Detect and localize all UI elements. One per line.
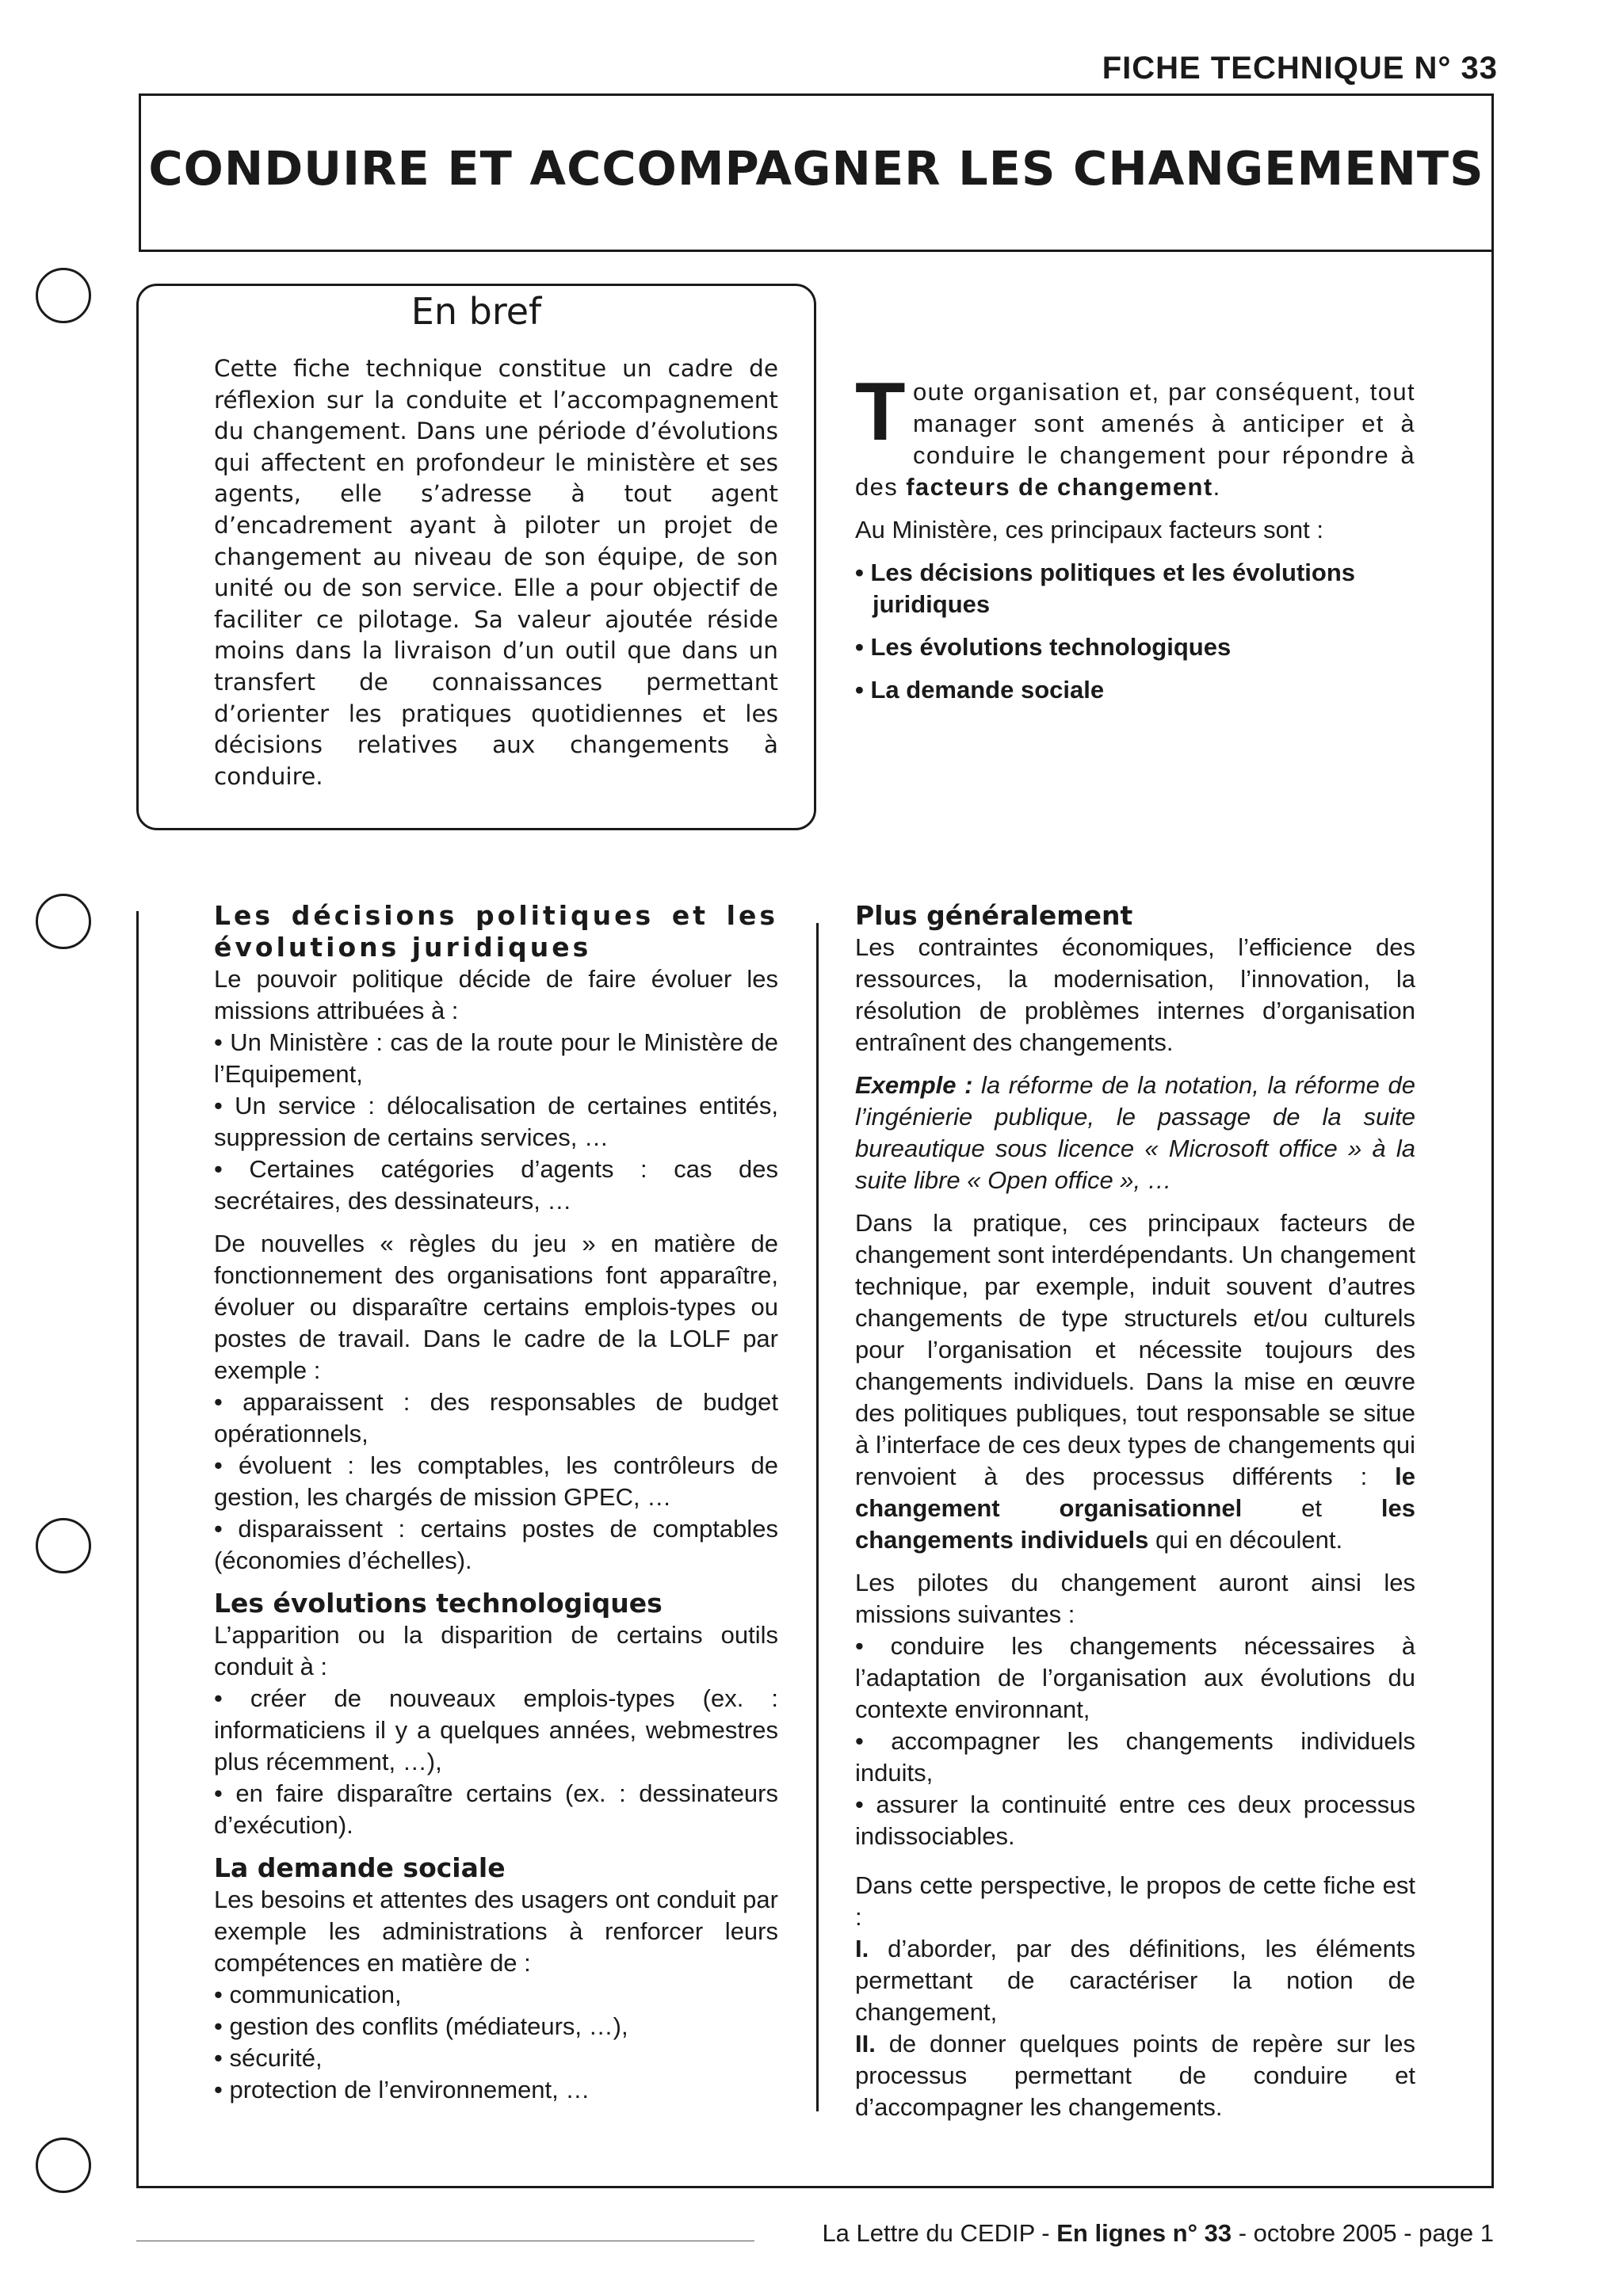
footer	[822, 2219, 1494, 2248]
footer-suffix: - octobre 2005 - page 1	[1232, 2219, 1494, 2247]
list-item: • sécurité,	[214, 2044, 323, 2072]
drop-cap: T	[855, 366, 907, 458]
column-divider	[816, 923, 819, 2111]
paragraph: Le pouvoir politique décide de faire évoluer les missions attribuées à :	[214, 965, 778, 1024]
list-item: • en faire disparaître certains (ex. : dessinateurs d’exécution).	[214, 1779, 778, 1839]
roman-numeral: II.	[855, 2030, 876, 2058]
list-item: • accompagner les changements individuels induits,	[855, 1727, 1415, 1787]
list-item: • disparaissent : certains postes de comptables (économies d’échelles).	[214, 1515, 778, 1574]
section-heading: Plus généralement	[855, 900, 1133, 931]
binder-hole-2	[36, 894, 91, 949]
list-item: • apparaissent : des responsables de budget opérationnels,	[214, 1388, 778, 1447]
summary-text: Cette fiche technique constitue un cadre de réflexion sur la conduite et l’accompagnement du changement. Dans une période d’évolutions qui affectent en profondeur le ministère et ses agents, elle s’adresse à tout agent d’encadrement ayant à piloter un projet de changement au niveau de son équipe, de son unité ou de son service. Elle a pour objectif de faciliter ce pilotage. Sa valeur ajoutée réside moins dans la livraison d’un outil que dans un transfert de connaissances permettant d’orienter les pratiques quotidiennes et les décisions relatives aux changements à conduire.	[214, 355, 778, 790]
footer-issue: En lignes n° 33	[1056, 2219, 1232, 2247]
list-item	[855, 2028, 1415, 2123]
list-item-text: de donner quelques points de repère sur les processus permettant de conduire et d’accompagner les changements.	[855, 2030, 1415, 2121]
left-column	[214, 900, 778, 2117]
example-text: la réforme de la notation, la réforme de l’ingénierie publique, le passage de la suite bureautique sous licence « Microsoft office » à la suite libre « Open office », …	[855, 1071, 1415, 1194]
list-item: • Un Ministère : cas de la route pour le Ministère de l’Equipement,	[214, 1028, 778, 1088]
paragraph: Les pilotes du changement auront ainsi les missions suivantes :	[855, 1569, 1415, 1628]
example-paragraph	[855, 1070, 1415, 1196]
frame-left-border	[136, 911, 139, 2188]
paragraph: L’apparition ou la disparition de certains outils conduit à :	[214, 1621, 778, 1680]
intro-bold: facteurs de changement	[906, 473, 1213, 501]
list-item: • créer de nouveaux emplois-types (ex. : informaticiens il y a quelques années, webmestres plus récemment, …),	[214, 1684, 778, 1775]
intro-factors-lead: Au Ministère, ces principaux facteurs sont :	[855, 516, 1323, 543]
binder-hole-4	[36, 2138, 91, 2193]
list-item	[855, 1933, 1415, 2028]
section-heading: La demande sociale	[214, 1852, 506, 1883]
paragraph-text: qui en découlent.	[1148, 1526, 1343, 1554]
intro-paragraph	[855, 366, 1415, 503]
summary-title: En bref	[411, 290, 542, 333]
paragraph: Dans cette perspective, le propos de cette fiche est :	[855, 1871, 1415, 1931]
intro-section	[855, 366, 1415, 717]
list-item: • Certaines catégories d’agents : cas des secrétaires, des dessinateurs, …	[214, 1155, 778, 1215]
example-label: Exemple :	[855, 1071, 973, 1099]
fiche-label: FICHE TECHNIQUE N° 33	[1102, 51, 1498, 86]
paragraph-text: et	[1242, 1494, 1381, 1522]
factor-bullet: • La demande sociale	[855, 676, 1105, 704]
intro-end: .	[1212, 473, 1221, 501]
roman-numeral: I.	[855, 1935, 869, 1962]
list-item: • conduire les changements nécessaires à l’adaptation de l’organisation aux évolutions du contexte environnant,	[855, 1632, 1415, 1723]
section-heading: Les décisions politiques et les évolutions juridiques	[214, 900, 778, 963]
list-item: • évoluent : les comptables, les contrôleurs de gestion, les chargés de mission GPEC, …	[214, 1451, 778, 1511]
binder-hole-1	[36, 268, 91, 323]
factor-bullet: • Les décisions politiques et les évolutions juridiques	[855, 559, 1356, 618]
intro-text: oute organisation et, par conséquent, tout manager sont amenés à anticiper et à conduire le changement pour répondre à des	[855, 378, 1415, 501]
list-item: • gestion des conflits (médiateurs, …),	[214, 2012, 628, 2040]
list-item: • assurer la continuité entre ces deux processus indissociables.	[855, 1791, 1415, 1850]
paragraph: Les contraintes économiques, l’efficience des ressources, la modernisation, l’innovation, la résolution de problèmes internes d’organisation entraînent des changements.	[855, 933, 1415, 1056]
paragraph	[855, 1207, 1415, 1556]
list-item: • communication,	[214, 1981, 402, 2008]
list-item: • protection de l’environnement, …	[214, 2076, 590, 2103]
frame-right-border	[1491, 252, 1494, 2188]
list-item-text: d’aborder, par des définitions, les éléments permettant de caractériser la notion de changement,	[855, 1935, 1415, 2026]
paragraph: Les besoins et attentes des usagers ont conduit par exemple les administrations à renforcer leurs compétences en matière de :	[214, 1886, 778, 1977]
paragraph-text: Dans la pratique, ces principaux facteurs de changement sont interdépendants. Un changement technique, par exemple, induit souvent d’autres changements de type structurels et/ou culturels pour l’organisation et nécessite toujours des changements individuels. Dans la mise en œuvre des politiques publiques, tout responsable se situe à l’interface de ces deux types de changements qui renvoient à des processus différents :	[855, 1209, 1415, 1490]
bold-term: le changement organisationnel	[855, 1463, 1415, 1522]
list-item: • Un service : délocalisation de certaines entités, suppression de certains services, …	[214, 1092, 778, 1151]
right-column	[855, 900, 1415, 2134]
footer-prefix: La Lettre du CEDIP -	[822, 2219, 1057, 2247]
factor-bullet: • Les évolutions technologiques	[855, 633, 1232, 661]
paragraph: De nouvelles « règles du jeu » en matière de fonctionnement des organisations font apparaître, évoluer ou disparaître certains emplois-types ou postes de travail. Dans le cadre de la LOLF par exemple :	[214, 1230, 778, 1384]
frame-bottom-border	[136, 2186, 1494, 2188]
binder-hole-3	[36, 1518, 91, 1573]
section-heading: Les évolutions technologiques	[214, 1588, 663, 1619]
page-title: CONDUIRE ET ACCOMPAGNER LES CHANGEMENTS	[148, 141, 1484, 196]
bold-term: les changements individuels	[855, 1494, 1415, 1554]
